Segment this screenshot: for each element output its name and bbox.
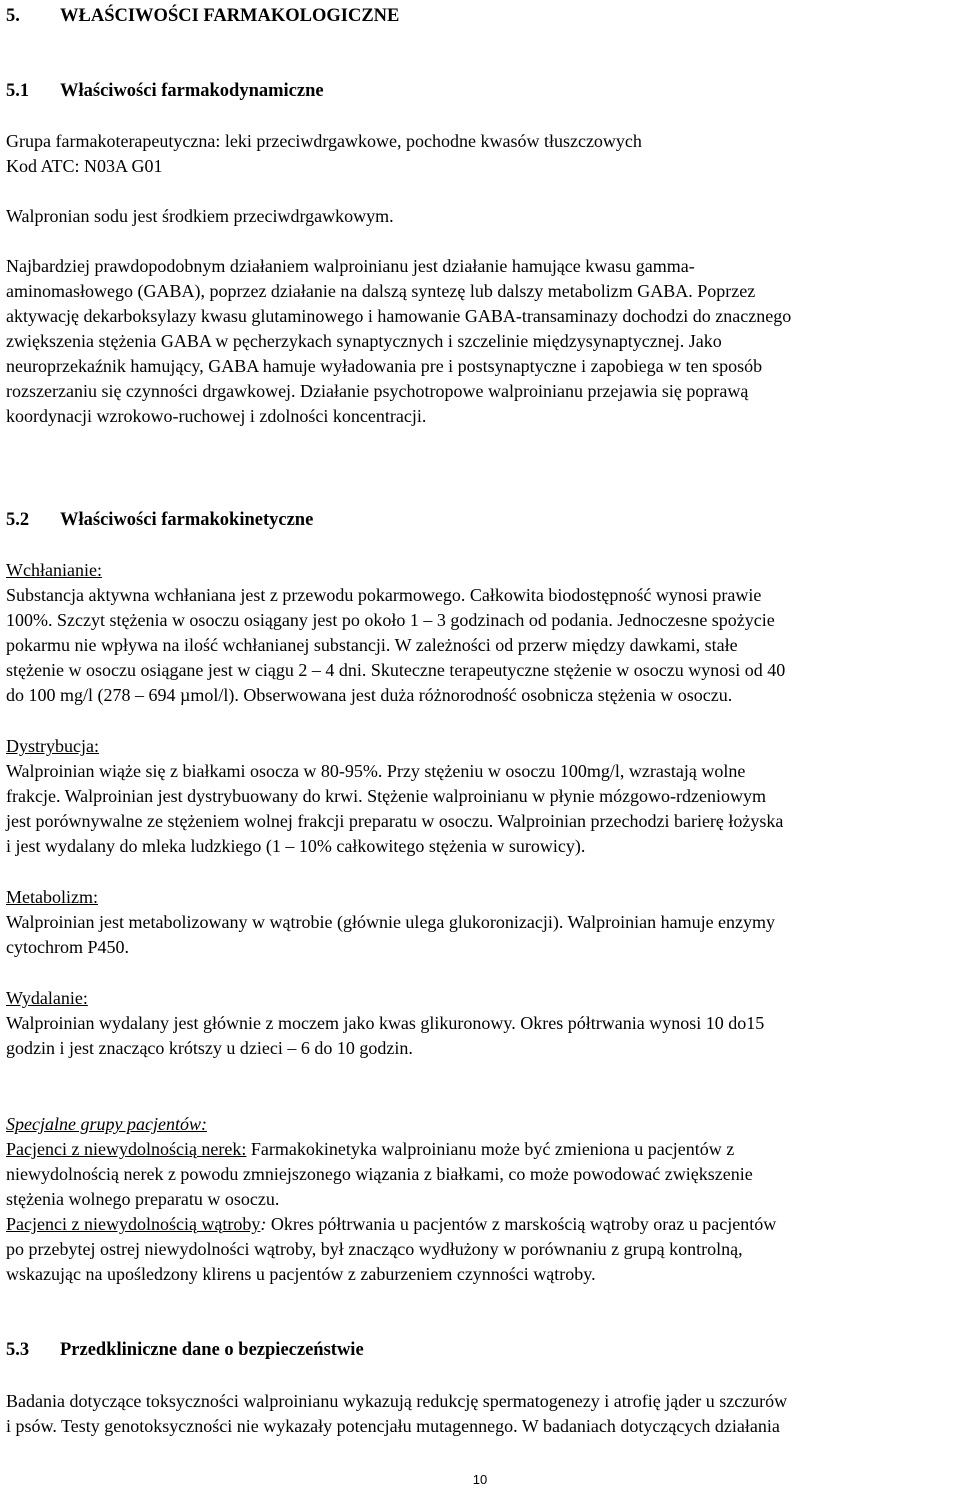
text-line: Walproinian wiąże się z białkami osocza w 80-95%. Przy stężeniu w osoczu 100mg/l, wzrastają wolne [6, 761, 746, 781]
section-5-2-number: 5.2 [6, 510, 30, 530]
text-line: Grupa farmakoterapeutyczna: leki przeciwdrgawkowe, pochodne kwasów tłuszczowych [6, 131, 642, 151]
text-line: frakcje. Walproinian jest dystrybuowany do krwi. Stężenie walproinianu w płynie mózgowo-rdzeniowym [6, 786, 767, 806]
special-groups-label: Specjalne grupy pacjentów: [6, 1114, 207, 1134]
hepatic-impairment-block [6, 1212, 954, 1287]
renal-text: Farmakokinetyka walproinianu może być zmieniona u pacjentów z [246, 1139, 735, 1159]
text-line: rozszerzaniu się czynności drgawkowej. Działanie psychotropowe walproinianu przejawia się poprawą [6, 381, 749, 401]
text-line: niewydolnością nerek z powodu zmniejszonego wiązania z białkami, co może powodować zwiększenie [6, 1164, 753, 1184]
atc-code: Kod ATC: N03A G01 [6, 156, 163, 176]
text-line: aminomasłowego (GABA), poprzez działanie na dalszą syntezę lub dalszy metabolizm GABA. Poprzez [6, 281, 756, 301]
section-5-1-heading [6, 79, 954, 104]
renal-label: Pacjenci z niewydolnością nerek: [6, 1139, 247, 1159]
section-5-3-number: 5.3 [6, 1340, 30, 1360]
hepatic-colon: : [260, 1214, 267, 1234]
text-line: aktywację dekarboksylazy kwasu glutaminowego i hamowanie GABA-transaminazy dochodzi do znacznego [6, 306, 792, 326]
text-line: zwiększenia stężenia GABA w pęcherzykach synaptycznych i szczelinie międzysynaptycznej. Jako [6, 331, 722, 351]
text-line: po przebytej ostrej niewydolności wątroby, był znacząco wydłużony w porównaniu z grupą kontrolną, [6, 1239, 743, 1259]
section-5-heading [6, 4, 954, 29]
absorption-label: Wchłanianie: [6, 560, 102, 580]
text-line: i jest wydalany do mleka ludzkiego (1 – 10% całkowitego stężenia w surowicy). [6, 836, 586, 856]
section-5-1-title: Właściwości farmakodynamiczne [60, 81, 324, 101]
section-5-number: 5. [6, 6, 20, 26]
intro-line: Walpronian sodu jest środkiem przeciwdrgawkowym. [6, 206, 394, 226]
text-line: i psów. Testy genotoksyczności nie wykazały potencjału mutagennego. W badaniach dotyczących działania [6, 1416, 780, 1436]
text-line: Najbardziej prawdopodobnym działaniem walproinianu jest działanie hamujące kwasu gamma- [6, 256, 695, 276]
page-number: 10 [472, 1472, 488, 1487]
text-line: stężenia wolnego preparatu w osoczu. [6, 1189, 280, 1209]
section-5-2-title: Właściwości farmakokinetyczne [60, 510, 314, 530]
section-5-title: WŁAŚCIWOŚCI FARMAKOLOGICZNE [60, 6, 400, 26]
text-line: cytochrom P450. [6, 937, 129, 957]
mechanism-paragraph [6, 254, 954, 429]
section-5-1-number: 5.1 [6, 81, 30, 101]
excretion-label: Wydalanie: [6, 988, 88, 1008]
text-line: wskazując na upośledzony klirens u pacjentów z zaburzeniem czynności wątroby. [6, 1264, 596, 1284]
text-line: do 100 mg/l (278 – 694 µmol/l). Obserwowana jest duża różnorodność osobnicza stężenia w osoczu. [6, 685, 733, 705]
hepatic-label: Pacjenci z niewydolnością wątroby [6, 1214, 261, 1234]
text-line: stężenie w osoczu osiągane jest w ciągu 2 – 4 dni. Skuteczne terapeutyczne stężenie w osoczu wynosi od 40 [6, 660, 786, 680]
absorption-block [6, 558, 954, 708]
section-5-3-heading [6, 1338, 954, 1363]
section-5-3-title: Przedkliniczne dane o bezpieczeństwie [60, 1340, 364, 1360]
section-5-2-heading [6, 508, 954, 533]
hepatic-text: Okres półtrwania u pacjentów z marskością wątroby oraz u pacjentów [266, 1214, 777, 1234]
text-line: 100%. Szczyt stężenia w osoczu osiągany jest po około 1 – 3 godzinach od podania. Jednoczesne spożycie [6, 610, 775, 630]
distribution-block [6, 734, 954, 859]
preclinical-paragraph [6, 1389, 954, 1439]
text-line: godzin i jest znacząco krótszy u dzieci – 6 do 10 godzin. [6, 1038, 413, 1058]
text-line: pokarmu nie wpływa na ilość wchłanianej substancji. W zależności od przerw między dawkami, stałe [6, 635, 738, 655]
text-line [6, 1212, 954, 1237]
text-line: Badania dotyczące toksyczności walproinianu wykazują redukcję spermatogenezy i atrofię jąder u szczurów [6, 1391, 788, 1411]
pharmacotherapeutic-group [6, 129, 954, 179]
distribution-label: Dystrybucja: [6, 736, 99, 756]
metabolism-block [6, 885, 954, 960]
text-line: jest porównywalne ze stężeniem wolnej frakcji preparatu w osoczu. Walproinian przechodzi barierę łożyska [6, 811, 784, 831]
renal-impairment-block [6, 1137, 954, 1212]
text-line: neuroprzekaźnik hamujący, GABA hamuje wyładowania pre i postsynaptyczne i zapobiega w ten sposób [6, 356, 763, 376]
text-line: Substancja aktywna wchłaniana jest z przewodu pokarmowego. Całkowita biodostępność wynosi prawie [6, 585, 762, 605]
text-line: koordynacji wzrokowo-ruchowej i zdolności koncentracji. [6, 406, 427, 426]
text-line: Walproinian jest metabolizowany w wątrobie (głównie ulega glukoronizacji). Walproinian hamuje enzymy [6, 912, 776, 932]
text-line [6, 1137, 954, 1162]
metabolism-label: Metabolizm: [6, 887, 98, 907]
excretion-block [6, 986, 954, 1061]
text-line: Walproinian wydalany jest głównie z moczem jako kwas glikuronowy. Okres półtrwania wynosi 10 do15 [6, 1013, 765, 1033]
